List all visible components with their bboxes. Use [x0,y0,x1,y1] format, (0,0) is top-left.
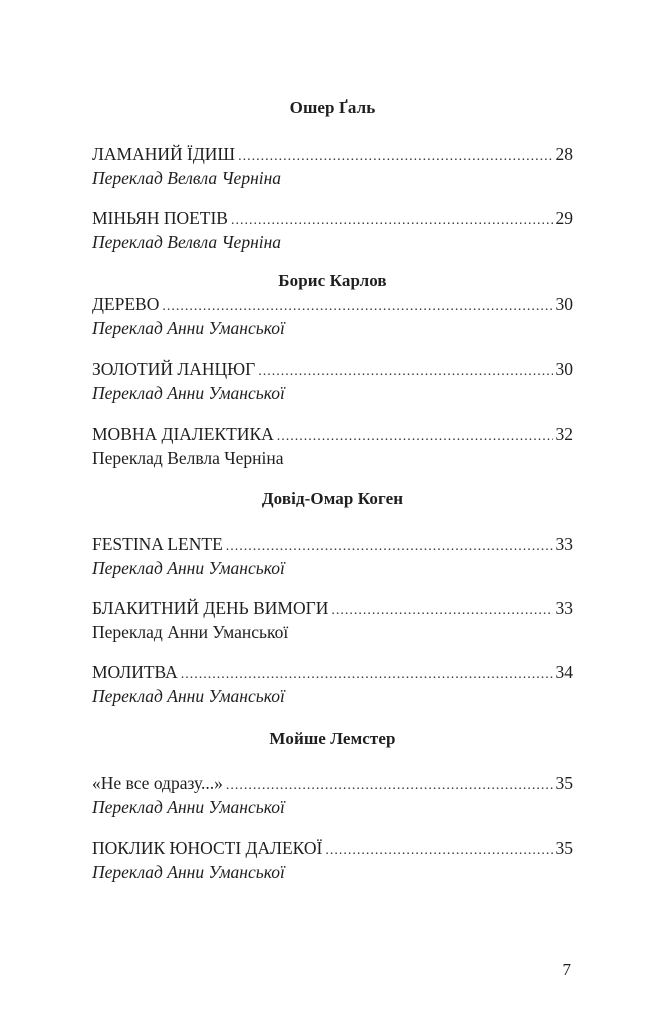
toc-entry-line [92,142,573,166]
toc-entry [92,771,573,819]
toc-entry [92,292,573,340]
dot-leader [258,360,552,384]
toc-entry-line [92,532,573,556]
entry-translator: Переклад Анни Уманської [92,622,289,642]
toc-entry [92,532,573,580]
toc-entry-line [92,206,573,230]
toc-entry-line [92,292,573,316]
entry-translator: Переклад Велвла Черніна [92,448,284,468]
entry-title: FESTINA LENTE [92,534,223,554]
toc-entry-line [92,422,573,446]
dot-leader [277,425,553,449]
toc-entry [92,206,573,254]
entry-page-number: 32 [555,424,573,444]
entry-page-number: 35 [555,838,573,858]
entry-title: МОЛИТВА [92,662,178,682]
entry-translator: Переклад Анни Уманської [92,383,285,403]
author-heading: Мойше Лемстер [269,729,396,748]
entry-translator: Переклад Велвла Черніна [92,168,282,188]
author-heading: Ошер Ґаль [289,98,376,117]
entry-title: БЛАКИТНИЙ ДЕНЬ ВИМОГИ [92,598,329,618]
author-heading: Борис Карлов [278,271,387,290]
entry-title: МОВНА ДІАЛЕКТИКА [92,424,274,444]
dot-leader [331,599,552,623]
entry-title: МІНЬЯН ПОЕТІВ [92,208,228,228]
toc-entry-line [92,660,573,684]
toc-entry-line [92,596,573,620]
entry-page-number: 28 [555,144,573,164]
toc-entry [92,836,573,884]
toc-entry [92,660,573,708]
entry-page-number: 33 [555,534,573,554]
author-heading: Довід-Омар Коген [261,489,404,508]
entry-translator: Переклад Анни Уманської [92,862,285,882]
entry-page-number: 35 [555,773,573,793]
toc-entry-line [92,836,573,860]
entry-title: ЛАМАНИЙ ЇДИШ [92,144,236,164]
entry-translator: Переклад Анни Уманської [92,797,285,817]
dot-leader [238,145,552,169]
entry-translator: Переклад Анни Уманської [92,318,285,338]
entry-title: ЗОЛОТИЙ ЛАНЦЮГ [92,359,256,379]
toc-entry-line [92,357,573,381]
entry-title: «Не все одразу...» [92,773,223,793]
entry-translator: Переклад Велвла Черніна [92,232,282,252]
page-number: 7 [562,960,571,979]
toc-entry [92,357,573,405]
toc-entry [92,596,573,644]
entry-page-number: 29 [555,208,573,228]
entry-title: ПОКЛИК ЮНОСТІ ДАЛЕКОЇ [92,838,323,858]
entry-translator: Переклад Анни Уманської [92,686,285,706]
entry-page-number: 30 [555,359,573,379]
toc-entry-line [92,771,573,795]
entry-translator: Переклад Анни Уманської [92,558,285,578]
toc-entry [92,142,573,190]
entry-page-number: 34 [555,662,573,682]
dot-leader [325,839,552,863]
toc-entry [92,422,573,470]
entry-page-number: 33 [555,598,573,618]
entry-title: ДЕРЕВО [92,294,160,314]
entry-page-number: 30 [555,294,573,314]
